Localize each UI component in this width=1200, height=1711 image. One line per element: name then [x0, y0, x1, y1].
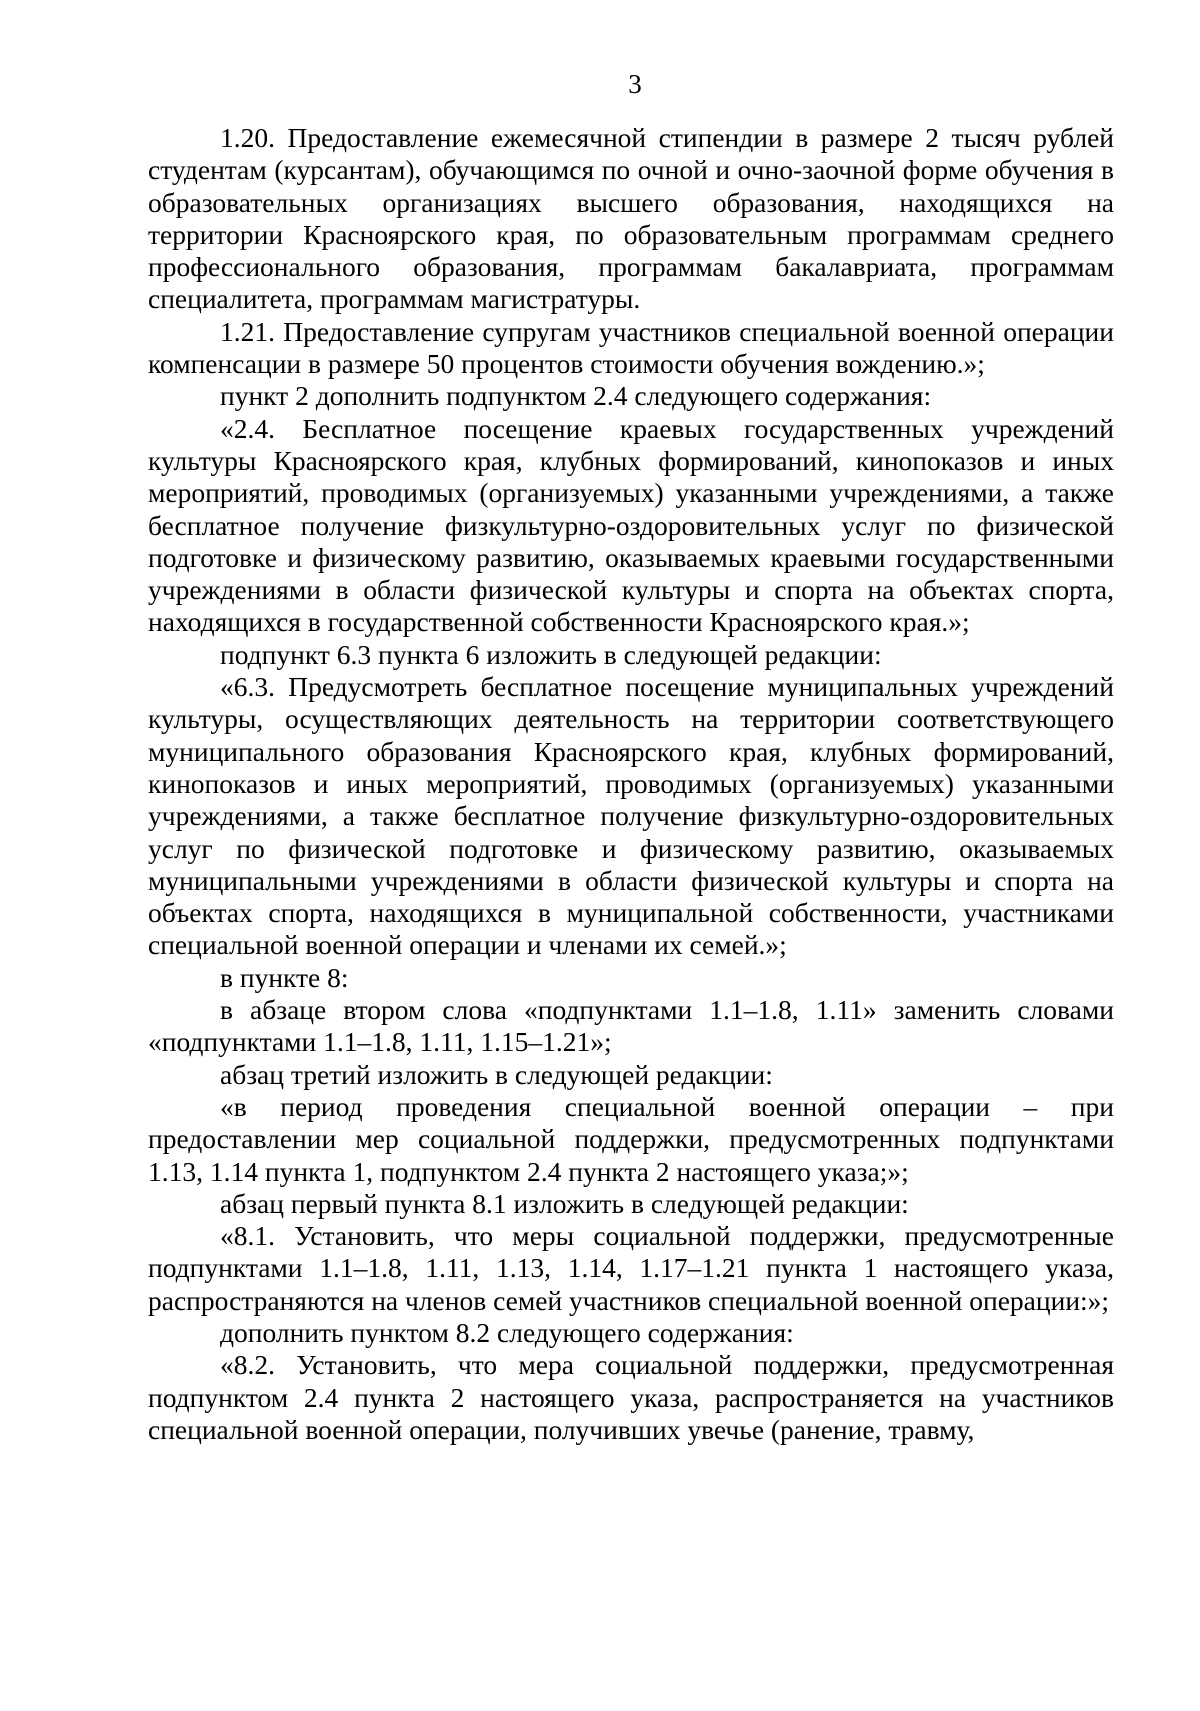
paragraph-8-2: «8.2. Установить, что мера социальной поддержки, предусмотренная подпунктом 2.4 пункта 2 настоящего указа, распространяется на участников специальной военной операции, получивших увечье (ранение, травму,	[148, 1349, 1114, 1445]
document-body	[148, 122, 1114, 1446]
paragraph-point-8-third-abzac-intro: абзац третий изложить в следующей редакции:	[220, 1058, 773, 1090]
paragraph-point-2-amend: пункт 2 дополнить подпунктом 2.4 следующего содержания:	[220, 380, 932, 412]
paragraph-8-1-intro: абзац первый пункта 8.1 изложить в следующей редакции:	[220, 1187, 909, 1219]
paragraph-2-4: «2.4. Бесплатное посещение краевых государственных учреждений культуры Красноярского края, клубных формирований, кинопоказов и иных мероприятий, проводимых (организуемых) указанными учреждениями, а также бесплатное получение физкультурно-оздоровительных услуг по физической подготовке и физическому развитию, оказываемых краевыми государственными учреждениями в области физической культуры и спорта на объектах спорта, находящихся в государственной собственности Красноярского края.»;	[148, 412, 1114, 638]
paragraph-point-8-third-abzac: «в период проведения специальной военной операции – при предоставлении мер социальной поддержки, предусмотренных подпунктами 1.13, 1.14 пункта 1, подпунктом 2.4 пункта 2 настоящего указа;»;	[148, 1090, 1114, 1187]
paragraph-8-2-intro: дополнить пунктом 8.2 следующего содержания:	[220, 1316, 794, 1348]
paragraph-1-20: 1.20. Предоставление ежемесячной стипендии в размере 2 тысяч рублей студентам (курсантам), обучающимся по очной и очно-заочной форме обучения в образовательных организациях высшего образования, находящихся на территории Красноярского края, по образовательным программам среднего профессионального образования, программам бакалавриата, программам специалитета, программам магистратуры.	[148, 122, 1114, 315]
paragraph-point-8-second-abzac: в абзаце втором слова «подпунктами 1.1–1.8, 1.11» заменить словами «подпунктами 1.1–1.8, 1.11, 1.15–1.21»;	[148, 994, 1114, 1058]
paragraph-1-21: 1.21. Предоставление супругам участников специальной военной операции компенсации в размере 50 процентов стоимости обучения вождению.»;	[148, 315, 1114, 380]
paragraph-subpoint-6-3-amend: подпункт 6.3 пункта 6 изложить в следующей редакции:	[220, 638, 882, 670]
page-number: 3	[628, 69, 642, 99]
paragraph-8-1: «8.1. Установить, что меры социальной поддержки, предусмотренные подпунктами 1.1–1.8, 1.11, 1.13, 1.14, 1.17–1.21 пункта 1 настоящего указа, распространяются на членов семей участников специальной военной операции:»;	[148, 1220, 1114, 1316]
paragraph-6-3: «6.3. Предусмотреть бесплатное посещение муниципальных учреждений культуры, осуществляющих деятельность на территории соответствующего муниципального образования Красноярского края, клубных формирований, кинопоказов и иных мероприятий, проводимых (организуемых) указанными учреждениями, а также бесплатное получение физкультурно-оздоровительных услуг по физической подготовке и физическому развитию, оказываемых муниципальными учреждениями в области физической культуры и спорта на объектах спорта, находящихся в муниципальной собственности, участниками специальной военной операции и членами их семей.»;	[148, 671, 1114, 961]
paragraph-point-8: в пункте 8:	[220, 961, 349, 993]
